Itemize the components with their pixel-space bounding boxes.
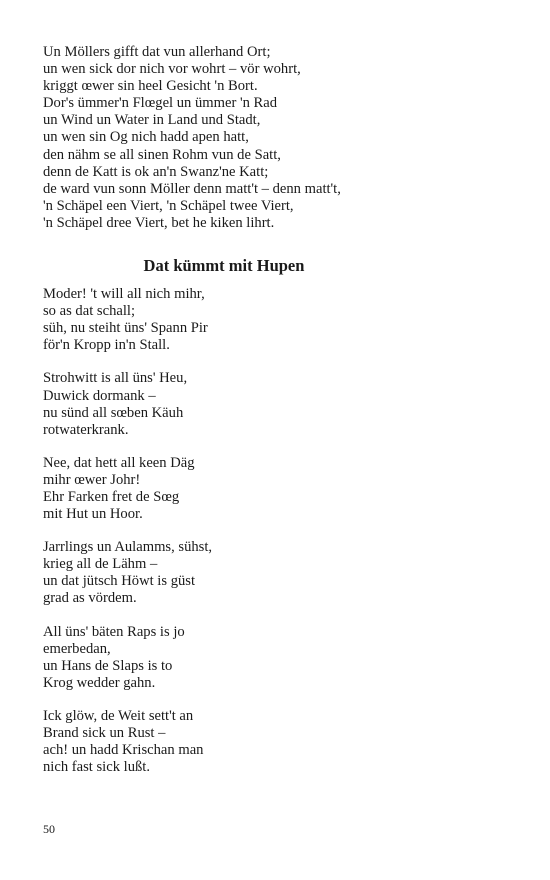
stanza-line: mit Hut un Hoor.: [43, 506, 143, 523]
stanza-line: nu sünd all sœben Käuh: [43, 404, 184, 421]
stanza-line: nich fast sick lußt.: [43, 759, 151, 776]
poem-stanza-5: [43, 624, 513, 692]
intro-stanza: [43, 44, 513, 232]
stanza-line: Brand sick un Rust –: [43, 725, 166, 741]
stanza-line: emerbedan,: [43, 640, 111, 657]
poem-stanza-1: [43, 286, 513, 354]
stanza-line: de ward vun sonn Möller denn matt't – denn matt't,: [43, 180, 341, 197]
poem-stanza-2: [43, 370, 513, 438]
stanza-line: un wen sick dor nich vor wohrt – vör wohrt,: [43, 61, 301, 78]
stanza-line: 'n Schäpel een Viert, 'n Schäpel twee Viert,: [43, 197, 294, 214]
stanza-line: Krog wedder gahn.: [43, 674, 156, 691]
stanza-line: mihr œwer Johr!: [43, 471, 141, 488]
stanza-line: so as dat schall;: [43, 303, 136, 320]
page-content: [43, 44, 513, 776]
stanza-line: Jarrlings un Aulamms, sühst,: [43, 539, 213, 556]
stanza-line: un dat jütsch Höwt is güst: [43, 573, 196, 590]
stanza-line: un Wind un Water in Land und Stadt,: [43, 112, 261, 129]
stanza-line: Un Möllers gifft dat vun allerhand Ort;: [43, 44, 271, 60]
stanza-line: Duwick dormank –: [43, 387, 156, 404]
poem-stanza-6: [43, 708, 513, 776]
stanza-line: grad as vördem.: [43, 590, 137, 607]
page-number: 50: [43, 822, 55, 836]
stanza-line: Moder! 't will all nich mihr,: [43, 286, 205, 303]
stanza-line: rotwaterkrank.: [43, 421, 129, 438]
stanza-line: kriggt œwer sin heel Gesicht 'n Bort.: [43, 78, 258, 95]
stanza-line: ach! un hadd Krischan man: [43, 742, 204, 759]
stanza-line: un wen sin Og nich hadd apen hatt,: [43, 129, 249, 146]
stanza-line: Dor's ümmer'n Flœgel un ümmer 'n Rad: [43, 95, 278, 112]
stanza-line: den nähm se all sinen Rohm vun de Satt,: [43, 146, 281, 163]
stanza-line: Strohwitt is all üns' Heu,: [43, 370, 188, 387]
stanza-line: un Hans de Slaps is to: [43, 657, 173, 674]
stanza-line: krieg all de Lähm –: [43, 556, 158, 573]
stanza-line: denn de Katt is ok an'n Swanz'ne Katt;: [43, 163, 269, 180]
stanza-line: Nee, dat hett all keen Däg: [43, 454, 195, 471]
stanza-line: All üns' bäten Raps is jo: [43, 623, 185, 640]
poem-title: Dat kümmt mit Hupen: [143, 256, 305, 276]
poem-stanza-3: [43, 455, 513, 523]
stanza-line: för'n Kropp in'n Stall.: [43, 337, 170, 354]
stanza-line: Ehr Farken fret de Sœg: [43, 488, 180, 505]
stanza-line: süh, nu steiht üns' Spann Pir: [43, 320, 208, 337]
stanza-line: Ick glöw, de Weit sett't an: [43, 707, 194, 724]
stanza-line: 'n Schäpel dree Viert, bet he kiken lihrt.: [43, 214, 275, 231]
poem-stanza-4: [43, 539, 513, 607]
